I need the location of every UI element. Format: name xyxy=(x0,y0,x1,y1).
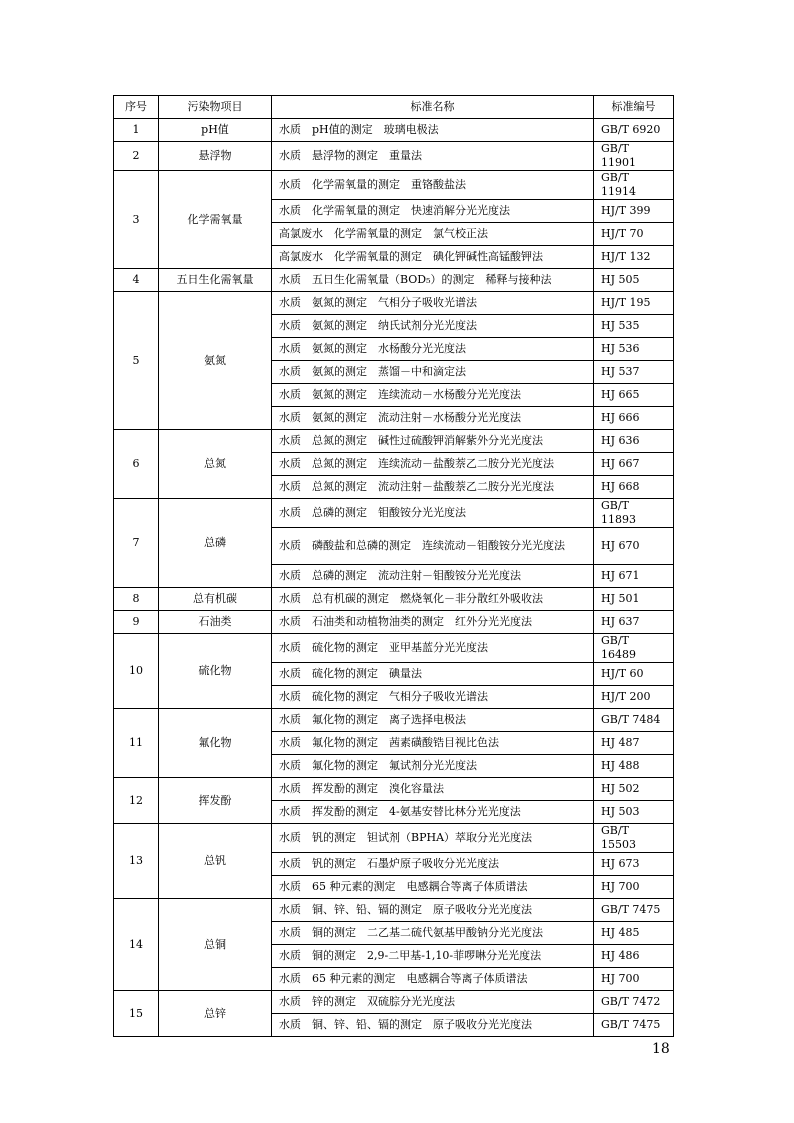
standard-name: 水质 硫化物的测定 亚甲基蓝分光光度法 xyxy=(272,634,594,663)
header-pollutant: 污染物项目 xyxy=(159,96,272,119)
header-no: 序号 xyxy=(114,96,159,119)
header-standard-name: 标准名称 xyxy=(272,96,594,119)
standard-code: HJ 535 xyxy=(594,315,674,338)
row-number: 8 xyxy=(114,588,159,611)
standard-name: 水质 化学需氧量的测定 重铬酸盐法 xyxy=(272,171,594,200)
standard-name: 水质 总氮的测定 连续流动－盐酸萘乙二胺分光光度法 xyxy=(272,453,594,476)
standard-code: HJ 485 xyxy=(594,922,674,945)
row-number: 3 xyxy=(114,171,159,269)
standard-name: 水质 硫化物的测定 碘量法 xyxy=(272,663,594,686)
standard-name: 水质 总磷的测定 钼酸铵分光光度法 xyxy=(272,499,594,528)
standard-name: 水质 氨氮的测定 纳氏试剂分光光度法 xyxy=(272,315,594,338)
table-row xyxy=(114,991,674,1014)
standard-name: 高氯废水 化学需氧量的测定 碘化钾碱性高锰酸钾法 xyxy=(272,246,594,269)
standard-code: HJ 637 xyxy=(594,611,674,634)
standard-code: GB/T 11901 xyxy=(594,142,674,171)
standard-name: 水质 悬浮物的测定 重量法 xyxy=(272,142,594,171)
standard-name: 水质 铜的测定 二乙基二硫代氨基甲酸钠分光光度法 xyxy=(272,922,594,945)
row-number: 14 xyxy=(114,899,159,991)
row-number: 15 xyxy=(114,991,159,1037)
row-number: 7 xyxy=(114,499,159,588)
pollutant-item: 总氮 xyxy=(159,430,272,499)
row-number: 6 xyxy=(114,430,159,499)
standard-code: GB/T 16489 xyxy=(594,634,674,663)
row-number: 11 xyxy=(114,709,159,778)
standard-code: HJ 700 xyxy=(594,968,674,991)
standard-code: HJ 700 xyxy=(594,876,674,899)
standard-code: HJ 636 xyxy=(594,430,674,453)
standard-code: GB/T 15503 xyxy=(594,824,674,853)
standard-name: 水质 五日生化需氧量（BOD₅）的测定 稀释与接种法 xyxy=(272,269,594,292)
pollutant-item: 五日生化需氧量 xyxy=(159,269,272,292)
standard-name: 水质 氨氮的测定 连续流动－水杨酸分光光度法 xyxy=(272,384,594,407)
standard-code: HJ 666 xyxy=(594,407,674,430)
standard-code: GB/T 6920 xyxy=(594,119,674,142)
standard-name: 水质 总氮的测定 碱性过硫酸钾消解紫外分光光度法 xyxy=(272,430,594,453)
standard-name: 水质 铜、锌、铅、镉的测定 原子吸收分光光度法 xyxy=(272,1014,594,1037)
standard-code: HJ 505 xyxy=(594,269,674,292)
standard-name: 水质 铜、锌、铅、镉的测定 原子吸收分光光度法 xyxy=(272,899,594,922)
table-row xyxy=(114,142,674,171)
standard-code: HJ 502 xyxy=(594,778,674,801)
standard-code: HJ 537 xyxy=(594,361,674,384)
standard-name: 水质 化学需氧量的测定 快速消解分光光度法 xyxy=(272,200,594,223)
standard-code: HJ/T 60 xyxy=(594,663,674,686)
standard-code: HJ 671 xyxy=(594,565,674,588)
table-row xyxy=(114,899,674,922)
standards-table xyxy=(113,95,674,1037)
pollutant-item: 总有机碳 xyxy=(159,588,272,611)
standard-name: 水质 总磷的测定 流动注射－钼酸铵分光光度法 xyxy=(272,565,594,588)
standard-code: HJ/T 200 xyxy=(594,686,674,709)
pollutant-item: 总磷 xyxy=(159,499,272,588)
standard-code: GB/T 7475 xyxy=(594,1014,674,1037)
standard-name: 水质 氟化物的测定 茜素磺酸锆目视比色法 xyxy=(272,732,594,755)
standard-name: 高氯废水 化学需氧量的测定 氯气校正法 xyxy=(272,223,594,246)
standard-code: HJ/T 399 xyxy=(594,200,674,223)
standard-name: 水质 pH值的测定 玻璃电极法 xyxy=(272,119,594,142)
standard-code: HJ 668 xyxy=(594,476,674,499)
standard-code: HJ 673 xyxy=(594,853,674,876)
standard-code: HJ 670 xyxy=(594,528,674,565)
pollutant-item: 氟化物 xyxy=(159,709,272,778)
table-row xyxy=(114,824,674,853)
standard-name: 水质 氨氮的测定 水杨酸分光光度法 xyxy=(272,338,594,361)
table-row xyxy=(114,709,674,732)
standard-code: GB/T 7472 xyxy=(594,991,674,1014)
row-number: 5 xyxy=(114,292,159,430)
standard-name: 水质 氨氮的测定 蒸馏－中和滴定法 xyxy=(272,361,594,384)
standard-name: 水质 磷酸盐和总磷的测定 连续流动－钼酸铵分光光度法 xyxy=(272,528,594,565)
row-number: 4 xyxy=(114,269,159,292)
standard-name: 水质 65 种元素的测定 电感耦合等离子体质谱法 xyxy=(272,968,594,991)
standard-code: GB/T 7484 xyxy=(594,709,674,732)
page-number: 18 xyxy=(652,1041,670,1057)
row-number: 12 xyxy=(114,778,159,824)
standard-code: HJ/T 70 xyxy=(594,223,674,246)
standard-name: 水质 石油类和动植物油类的测定 红外分光光度法 xyxy=(272,611,594,634)
standard-code: HJ 536 xyxy=(594,338,674,361)
table-body xyxy=(114,119,674,1037)
pollutant-item: 总铜 xyxy=(159,899,272,991)
standard-name: 水质 氟化物的测定 氟试剂分光光度法 xyxy=(272,755,594,778)
standard-name: 水质 总有机碳的测定 燃烧氧化－非分散红外吸收法 xyxy=(272,588,594,611)
standard-name: 水质 硫化物的测定 气相分子吸收光谱法 xyxy=(272,686,594,709)
pollutant-item: 总锌 xyxy=(159,991,272,1037)
standard-name: 水质 65 种元素的测定 电感耦合等离子体质谱法 xyxy=(272,876,594,899)
standard-name: 水质 挥发酚的测定 4-氨基安替比林分光光度法 xyxy=(272,801,594,824)
table-row xyxy=(114,778,674,801)
standard-name: 水质 氨氮的测定 气相分子吸收光谱法 xyxy=(272,292,594,315)
table-row xyxy=(114,119,674,142)
table-row xyxy=(114,499,674,528)
table-row xyxy=(114,171,674,200)
standard-code: HJ 667 xyxy=(594,453,674,476)
pollutant-item: pH值 xyxy=(159,119,272,142)
standard-code: HJ 488 xyxy=(594,755,674,778)
standard-name: 水质 氟化物的测定 离子选择电极法 xyxy=(272,709,594,732)
pollutant-item: 硫化物 xyxy=(159,634,272,709)
pollutant-item: 总钒 xyxy=(159,824,272,899)
row-number: 13 xyxy=(114,824,159,899)
row-number: 10 xyxy=(114,634,159,709)
table-row xyxy=(114,634,674,663)
standard-code: HJ/T 132 xyxy=(594,246,674,269)
standard-code: HJ 486 xyxy=(594,945,674,968)
standard-code: HJ 487 xyxy=(594,732,674,755)
header-standard-code: 标准编号 xyxy=(594,96,674,119)
row-number: 1 xyxy=(114,119,159,142)
table-row xyxy=(114,430,674,453)
table-row xyxy=(114,588,674,611)
standard-name: 水质 挥发酚的测定 溴化容量法 xyxy=(272,778,594,801)
standard-name: 水质 氨氮的测定 流动注射－水杨酸分光光度法 xyxy=(272,407,594,430)
standard-name: 水质 铜的测定 2,9-二甲基-1,10-菲啰啉分光光度法 xyxy=(272,945,594,968)
standard-code: HJ 665 xyxy=(594,384,674,407)
standard-code: GB/T 11914 xyxy=(594,171,674,200)
row-number: 9 xyxy=(114,611,159,634)
standard-code: GB/T 11893 xyxy=(594,499,674,528)
standard-code: HJ 501 xyxy=(594,588,674,611)
standard-code: GB/T 7475 xyxy=(594,899,674,922)
standard-code: HJ 503 xyxy=(594,801,674,824)
pollutant-item: 氨氮 xyxy=(159,292,272,430)
pollutant-item: 挥发酚 xyxy=(159,778,272,824)
table-row xyxy=(114,269,674,292)
table-row xyxy=(114,611,674,634)
pollutant-item: 化学需氧量 xyxy=(159,171,272,269)
standard-name: 水质 总氮的测定 流动注射－盐酸萘乙二胺分光光度法 xyxy=(272,476,594,499)
standard-name: 水质 钒的测定 钽试剂（BPHA）萃取分光光度法 xyxy=(272,824,594,853)
pollutant-item: 悬浮物 xyxy=(159,142,272,171)
standard-code: HJ/T 195 xyxy=(594,292,674,315)
standard-name: 水质 锌的测定 双硫腙分光光度法 xyxy=(272,991,594,1014)
header-row xyxy=(114,96,674,119)
table-row xyxy=(114,292,674,315)
row-number: 2 xyxy=(114,142,159,171)
standard-name: 水质 钒的测定 石墨炉原子吸收分光光度法 xyxy=(272,853,594,876)
pollutant-item: 石油类 xyxy=(159,611,272,634)
